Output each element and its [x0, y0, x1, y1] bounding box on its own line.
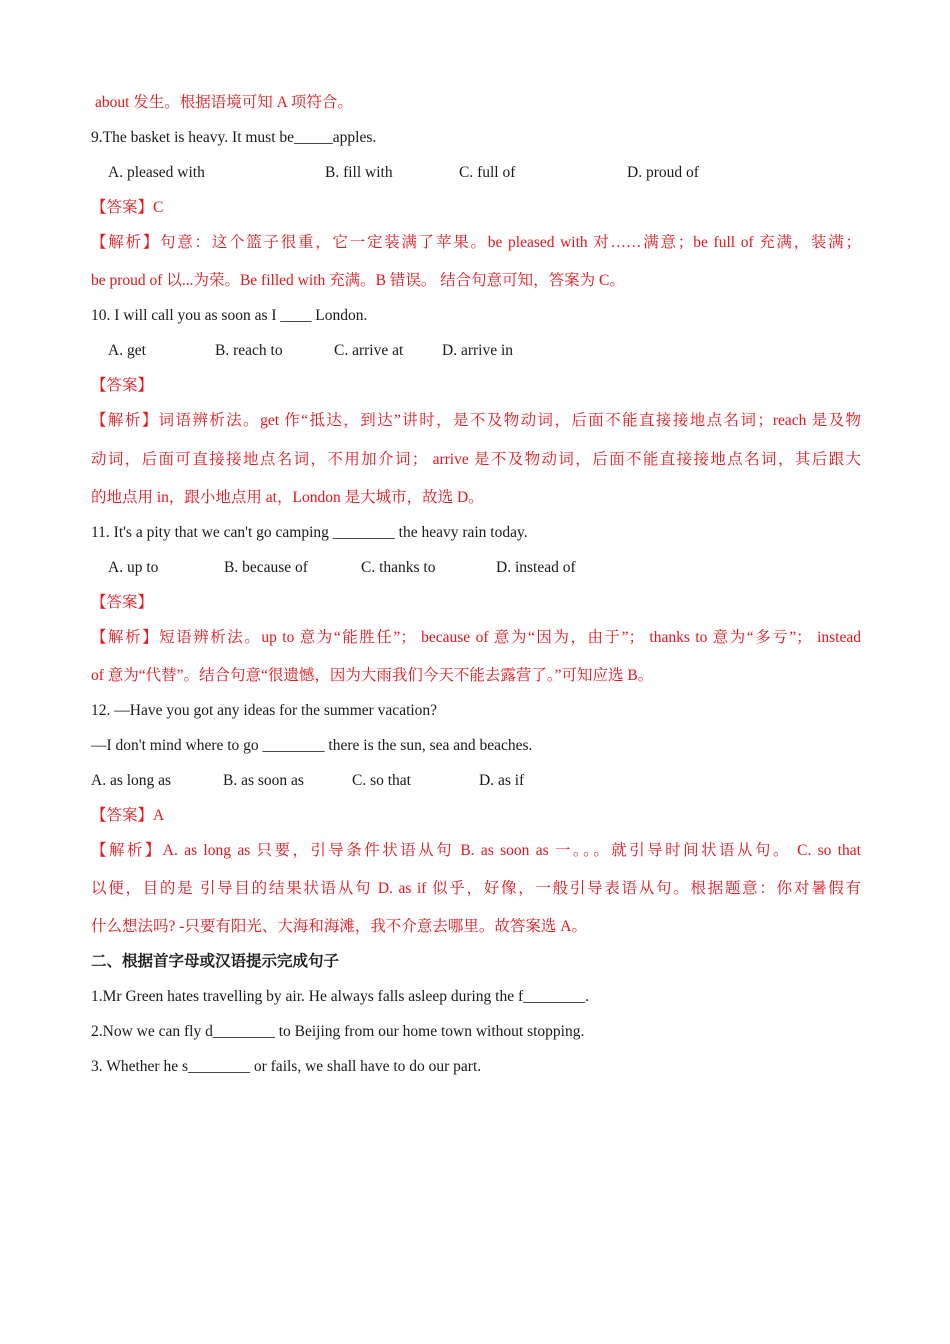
explanation-10-line-1: 【解析】词语辨析法。get 作“抵达，到达”讲时，是不及物动词，后面不能直接接地点名词；reach 是及物 — [91, 412, 861, 429]
option-b: B. fill with — [325, 164, 393, 181]
option-b: B. because of — [224, 559, 308, 576]
explanation-12-line-2: 以便，目的是 引导目的结果状语从句 D. as if 似乎，好像，一般引导表语从句。根据题意：你对暑假有 — [91, 880, 861, 897]
explanation-11-line-1: 【解析】短语辨析法。up to 意为“能胜任”； because of 意为“因为，由于”； thanks to 意为“多亏”； instead — [91, 629, 861, 646]
answer-9: 【答案】C — [91, 199, 164, 216]
sentence-3: 3. Whether he s________ or fails, we shall have to do our part. — [91, 1058, 482, 1075]
sentence-1: 1.Mr Green hates travelling by air. He always falls asleep during the f________. — [91, 988, 590, 1005]
option-a: A. up to — [108, 559, 159, 576]
option-a: A. as long as — [91, 772, 172, 789]
option-a: A. pleased with — [108, 164, 205, 181]
question-9: 9.The basket is heavy. It must be_____apples. — [91, 129, 377, 146]
option-c: C. thanks to — [361, 559, 436, 576]
option-c: C. full of — [459, 164, 516, 181]
option-c: C. arrive at — [334, 342, 404, 359]
option-b: B. as soon as — [223, 772, 304, 789]
option-b: B. reach to — [215, 342, 283, 359]
option-d: D. instead of — [496, 559, 576, 576]
answer-11: 【答案】 — [91, 594, 154, 611]
option-d: D. proud of — [627, 164, 699, 181]
explanation-9-line-2: be proud of 以...为荣。Be filled with 充满。B 错误。 结合句意可知，答案为 C。 — [91, 272, 625, 289]
explanation-12-line-3: 什么想法吗? -只要有阳光、大海和海滩，我不介意去哪里。故答案选 A。 — [91, 918, 587, 935]
explanation-12-line-1: 【解析】A. as long as 只要，引导条件状语从句 B. as soon as 一。。。就引导时间状语从句。 C. so that — [91, 842, 861, 859]
explanation-11-line-2: of 意为“代替”。结合句意“很遗憾，因为大雨我们今天不能去露营了。”可知应选 B。 — [91, 667, 654, 684]
question-10: 10. I will call you as soon as I ____ London. — [91, 307, 368, 324]
question-11: 11. It's a pity that we can't go camping ________ the heavy rain today. — [91, 524, 528, 541]
answer-12: 【答案】A — [91, 807, 165, 824]
explanation-10-line-2: 动词，后面可直接接地点名词，不用加介词； arrive 是不及物动词，后面不能直接接地点名词，其后跟大 — [91, 451, 861, 468]
explanation-10-line-3: 的地点用 in，跟小地点用 at，London 是大城市，故选 D。 — [91, 489, 484, 506]
option-a: A. get — [108, 342, 146, 359]
explanation-9-line-1: 【解析】句意：这个篮子很重，它一定装满了苹果。be pleased with 对……满意；be full of 充满，装满； — [91, 234, 861, 251]
option-c: C. so that — [352, 772, 411, 789]
option-d: D. arrive in — [442, 342, 514, 359]
question-12-prompt: 12. —Have you got any ideas for the summer vacation? — [91, 702, 438, 719]
explanation-continuation: about 发生。根据语境可知 A 项符合。 — [95, 94, 353, 111]
option-d: D. as if — [479, 772, 525, 789]
section-2-heading: 二、根据首字母或汉语提示完成句子 — [91, 953, 340, 970]
sentence-2: 2.Now we can fly d________ to Beijing from our home town without stopping. — [91, 1023, 585, 1040]
question-12-response: —I don't mind where to go ________ there is the sun, sea and beaches. — [91, 737, 533, 754]
answer-10: 【答案】 — [91, 377, 154, 394]
